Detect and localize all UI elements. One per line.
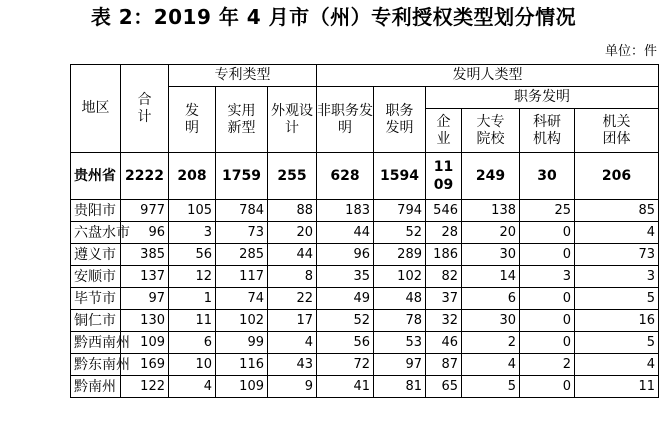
- value-cell: 3: [520, 266, 575, 288]
- value-cell: 628: [317, 153, 374, 200]
- value-cell: 130: [121, 310, 169, 332]
- table-row: [71, 376, 659, 398]
- city-rows: [71, 200, 659, 398]
- unit-label: 单位：件: [604, 44, 657, 59]
- value-cell: 0: [520, 332, 575, 354]
- value-cell: 6: [169, 332, 216, 354]
- value-cell: 17: [268, 310, 317, 332]
- value-cell: 2222: [121, 153, 169, 200]
- value-cell: 48: [374, 288, 426, 310]
- value-cell: 30: [520, 153, 575, 200]
- value-cell: 169: [121, 354, 169, 376]
- value-cell: 22: [268, 288, 317, 310]
- value-cell: 41: [317, 376, 374, 398]
- value-cell: 1759: [216, 153, 268, 200]
- header-college: 大专院校: [462, 109, 520, 153]
- table-row: [71, 266, 659, 288]
- table-row: [71, 310, 659, 332]
- header-utility: 实用新型: [216, 87, 268, 153]
- region-cell: 铜仁市: [71, 310, 121, 332]
- province-row: [71, 153, 659, 200]
- value-cell: 87: [426, 354, 462, 376]
- page-title: 表 2：2019 年 4 月市（州）专利授权类型划分情况: [90, 5, 577, 29]
- value-cell: 289: [374, 244, 426, 266]
- value-cell: 12: [169, 266, 216, 288]
- value-cell: 249: [462, 153, 520, 200]
- value-cell: 20: [462, 222, 520, 244]
- value-cell: 78: [374, 310, 426, 332]
- header-invention: 发明: [169, 87, 216, 153]
- header-non-service: 非职务发明: [317, 87, 374, 153]
- value-cell: 5: [575, 288, 659, 310]
- value-cell: 35: [317, 266, 374, 288]
- value-cell: 4: [169, 376, 216, 398]
- value-cell: 16: [575, 310, 659, 332]
- value-cell: 20: [268, 222, 317, 244]
- value-cell: 137: [121, 266, 169, 288]
- value-cell: 85: [575, 200, 659, 222]
- value-cell: 1109: [426, 153, 462, 200]
- value-cell: 74: [216, 288, 268, 310]
- value-cell: 208: [169, 153, 216, 200]
- value-cell: 96: [317, 244, 374, 266]
- value-cell: 14: [462, 266, 520, 288]
- value-cell: 1594: [374, 153, 426, 200]
- table-row: [71, 288, 659, 310]
- table-row: [71, 222, 659, 244]
- value-cell: 0: [520, 222, 575, 244]
- value-cell: 4: [575, 354, 659, 376]
- value-cell: 3: [575, 266, 659, 288]
- region-cell: 安顺市: [71, 266, 121, 288]
- value-cell: 6: [462, 288, 520, 310]
- header-patent-type: 专利类型: [169, 65, 317, 87]
- header-region: 地区: [71, 65, 121, 153]
- value-cell: 32: [426, 310, 462, 332]
- header-total: 合计: [121, 65, 169, 153]
- value-cell: 109: [216, 376, 268, 398]
- header-inventor-type: 发明人类型: [317, 65, 659, 87]
- value-cell: 385: [121, 244, 169, 266]
- value-cell: 97: [121, 288, 169, 310]
- value-cell: 65: [426, 376, 462, 398]
- value-cell: 138: [462, 200, 520, 222]
- header-service: 职务发明: [374, 87, 426, 153]
- value-cell: 5: [462, 376, 520, 398]
- value-cell: 105: [169, 200, 216, 222]
- value-cell: 72: [317, 354, 374, 376]
- patent-table: [70, 64, 659, 398]
- region-cell: 黔南州: [71, 376, 121, 398]
- value-cell: 46: [426, 332, 462, 354]
- region-cell: 贵阳市: [71, 200, 121, 222]
- table-row: [71, 244, 659, 266]
- value-cell: 53: [374, 332, 426, 354]
- value-cell: 73: [575, 244, 659, 266]
- value-cell: 11: [169, 310, 216, 332]
- value-cell: 49: [317, 288, 374, 310]
- value-cell: 784: [216, 200, 268, 222]
- region-cell: 黔东南州: [71, 354, 121, 376]
- value-cell: 56: [169, 244, 216, 266]
- region-cell: 黔西南州: [71, 332, 121, 354]
- value-cell: 81: [374, 376, 426, 398]
- value-cell: 82: [426, 266, 462, 288]
- value-cell: 43: [268, 354, 317, 376]
- value-cell: 3: [169, 222, 216, 244]
- value-cell: 186: [426, 244, 462, 266]
- table-row: [71, 200, 659, 222]
- value-cell: 99: [216, 332, 268, 354]
- value-cell: 8: [268, 266, 317, 288]
- header-design: 外观设计: [268, 87, 317, 153]
- value-cell: 183: [317, 200, 374, 222]
- value-cell: 0: [520, 288, 575, 310]
- value-cell: 102: [374, 266, 426, 288]
- value-cell: 109: [121, 332, 169, 354]
- value-cell: 4: [268, 332, 317, 354]
- value-cell: 10: [169, 354, 216, 376]
- value-cell: 9: [268, 376, 317, 398]
- value-cell: 206: [575, 153, 659, 200]
- value-cell: 546: [426, 200, 462, 222]
- value-cell: 97: [374, 354, 426, 376]
- table-row: [71, 354, 659, 376]
- value-cell: 116: [216, 354, 268, 376]
- value-cell: 117: [216, 266, 268, 288]
- table-row: [71, 332, 659, 354]
- value-cell: 0: [520, 376, 575, 398]
- value-cell: 11: [575, 376, 659, 398]
- region-cell: 六盘水市: [71, 222, 121, 244]
- header-research: 科研机构: [520, 109, 575, 153]
- value-cell: 0: [520, 310, 575, 332]
- value-cell: 5: [575, 332, 659, 354]
- region-cell: 遵义市: [71, 244, 121, 266]
- value-cell: 4: [575, 222, 659, 244]
- value-cell: 0: [520, 244, 575, 266]
- value-cell: 102: [216, 310, 268, 332]
- header-enterprise: 企业: [426, 109, 462, 153]
- value-cell: 2: [520, 354, 575, 376]
- value-cell: 4: [462, 354, 520, 376]
- value-cell: 977: [121, 200, 169, 222]
- value-cell: 44: [317, 222, 374, 244]
- value-cell: 255: [268, 153, 317, 200]
- value-cell: 44: [268, 244, 317, 266]
- value-cell: 52: [317, 310, 374, 332]
- region-cell: 毕节市: [71, 288, 121, 310]
- value-cell: 30: [462, 310, 520, 332]
- header-service-invention: 职务发明: [426, 87, 659, 109]
- value-cell: 52: [374, 222, 426, 244]
- value-cell: 122: [121, 376, 169, 398]
- value-cell: 794: [374, 200, 426, 222]
- value-cell: 56: [317, 332, 374, 354]
- value-cell: 25: [520, 200, 575, 222]
- value-cell: 96: [121, 222, 169, 244]
- header-agency: 机关团体: [575, 109, 659, 153]
- value-cell: 73: [216, 222, 268, 244]
- value-cell: 28: [426, 222, 462, 244]
- value-cell: 30: [462, 244, 520, 266]
- region-cell: 贵州省: [71, 153, 121, 200]
- value-cell: 37: [426, 288, 462, 310]
- value-cell: 88: [268, 200, 317, 222]
- value-cell: 1: [169, 288, 216, 310]
- value-cell: 2: [462, 332, 520, 354]
- value-cell: 285: [216, 244, 268, 266]
